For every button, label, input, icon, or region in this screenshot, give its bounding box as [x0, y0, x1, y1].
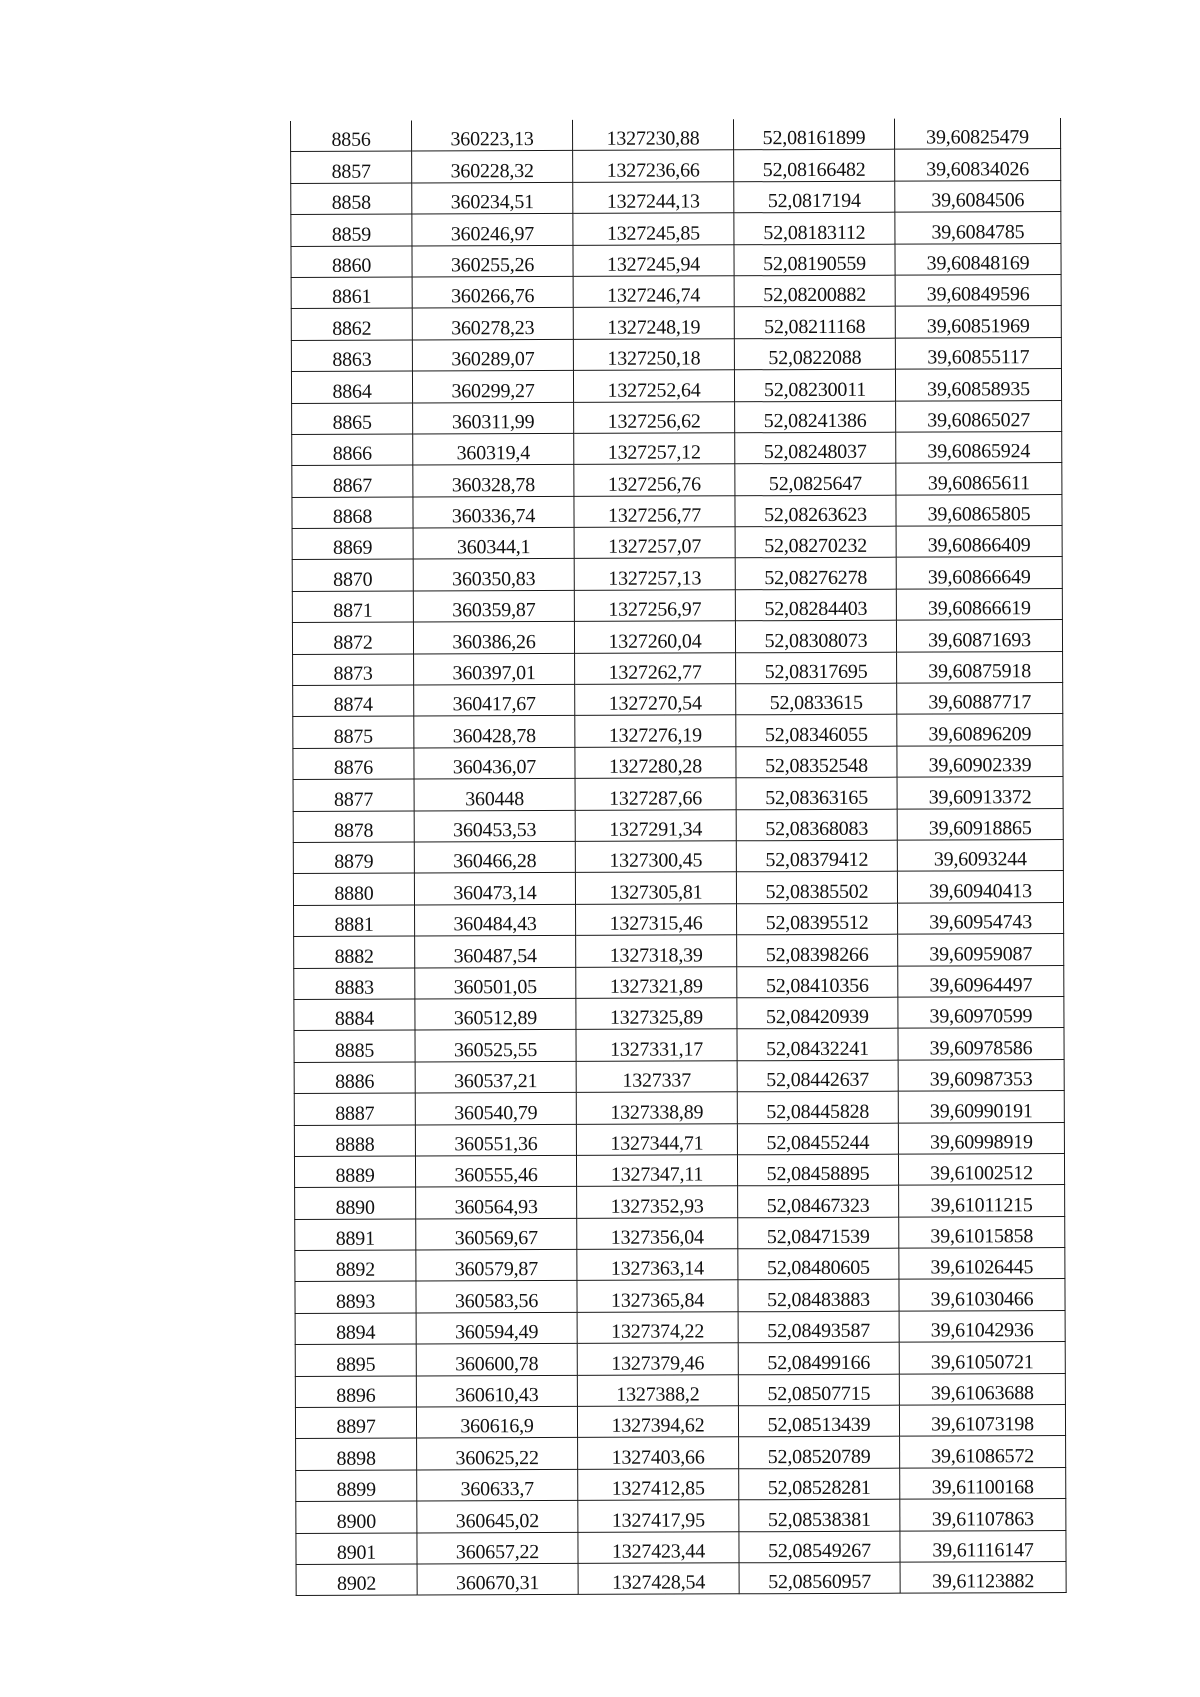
table-row	[295, 1216, 1065, 1250]
y-coordinate-cell: 1327325,89	[576, 998, 737, 1030]
longitude-cell: 39,60865027	[896, 400, 1062, 432]
x-coordinate-cell: 360579,87	[416, 1249, 577, 1281]
longitude-cell: 39,61086572	[900, 1436, 1066, 1468]
y-coordinate-cell: 1327250,18	[573, 339, 734, 371]
point-number-cell: 8894	[295, 1313, 416, 1345]
x-coordinate-cell: 360555,46	[415, 1155, 576, 1187]
table-row	[292, 588, 1062, 622]
point-number-cell: 8867	[292, 465, 413, 497]
y-coordinate-cell: 1327394,62	[577, 1406, 738, 1438]
point-number-cell: 8856	[291, 121, 412, 152]
longitude-cell: 39,60866619	[896, 588, 1062, 620]
point-number-cell: 8900	[296, 1501, 417, 1533]
x-coordinate-cell: 360234,51	[412, 182, 573, 214]
latitude-cell: 52,0822088	[734, 338, 895, 370]
y-coordinate-cell: 1327260,04	[574, 621, 735, 653]
point-number-cell: 8883	[294, 968, 415, 1000]
latitude-cell: 52,08183112	[734, 212, 895, 244]
latitude-cell: 52,08480605	[738, 1248, 899, 1280]
x-coordinate-cell: 360436,07	[414, 747, 575, 779]
x-coordinate-cell: 360299,27	[412, 371, 573, 403]
table-row	[291, 369, 1061, 403]
point-number-cell: 8899	[296, 1470, 417, 1502]
x-coordinate-cell: 360328,78	[413, 465, 574, 497]
point-number-cell: 8895	[295, 1344, 416, 1376]
latitude-cell: 52,08398266	[737, 934, 898, 966]
x-coordinate-cell: 360397,01	[414, 653, 575, 685]
point-number-cell: 8866	[292, 434, 413, 466]
longitude-cell: 39,61002512	[898, 1153, 1064, 1185]
x-coordinate-cell: 360569,67	[416, 1218, 577, 1250]
longitude-cell: 39,61063688	[899, 1373, 1065, 1405]
x-coordinate-cell: 360473,14	[414, 873, 575, 905]
longitude-cell: 39,60865611	[896, 463, 1062, 495]
point-number-cell: 8901	[296, 1533, 417, 1565]
y-coordinate-cell: 1327352,93	[577, 1186, 738, 1218]
point-number-cell: 8872	[292, 622, 413, 654]
point-number-cell: 8886	[294, 1062, 415, 1094]
longitude-cell: 39,60849596	[895, 274, 1061, 306]
longitude-cell: 39,60875918	[897, 651, 1063, 683]
y-coordinate-cell: 1327356,04	[577, 1217, 738, 1249]
longitude-cell: 39,61073198	[899, 1405, 1065, 1437]
y-coordinate-cell: 1327256,97	[574, 590, 735, 622]
point-number-cell: 8873	[293, 654, 414, 686]
point-number-cell: 8882	[294, 936, 415, 968]
y-coordinate-cell: 1327337	[576, 1061, 737, 1093]
table-row	[291, 118, 1061, 152]
longitude-cell: 39,60970599	[898, 996, 1064, 1028]
latitude-cell: 52,08161899	[733, 119, 894, 151]
x-coordinate-cell: 360350,83	[413, 559, 574, 591]
longitude-cell: 39,60866649	[896, 557, 1062, 589]
latitude-cell: 52,08483883	[738, 1280, 899, 1312]
coordinates-table	[290, 118, 1067, 1596]
y-coordinate-cell: 1327262,77	[575, 652, 736, 684]
y-coordinate-cell: 1327252,64	[573, 370, 734, 402]
point-number-cell: 8888	[294, 1125, 415, 1157]
y-coordinate-cell: 1327245,85	[573, 213, 734, 245]
latitude-cell: 52,08352548	[736, 746, 897, 778]
latitude-cell: 52,08395512	[737, 903, 898, 935]
longitude-cell: 39,60887717	[897, 683, 1063, 715]
latitude-cell: 52,08520789	[739, 1437, 900, 1469]
x-coordinate-cell: 360336,74	[413, 496, 574, 528]
table-row	[292, 494, 1062, 528]
table-row	[292, 463, 1062, 497]
latitude-cell: 52,08513439	[738, 1405, 899, 1437]
table-row	[293, 777, 1063, 811]
longitude-cell: 39,60871693	[896, 620, 1062, 652]
x-coordinate-cell: 360525,55	[415, 1030, 576, 1062]
y-coordinate-cell: 1327245,94	[573, 244, 734, 276]
point-number-cell: 8890	[295, 1187, 416, 1219]
x-coordinate-cell: 360616,9	[416, 1406, 577, 1438]
point-number-cell: 8868	[292, 497, 413, 529]
longitude-cell: 39,61030466	[899, 1279, 1065, 1311]
latitude-cell: 52,08346055	[736, 715, 897, 747]
point-number-cell: 8898	[296, 1438, 417, 1470]
x-coordinate-cell: 360540,79	[415, 1093, 576, 1125]
longitude-cell: 39,60987353	[898, 1059, 1064, 1091]
y-coordinate-cell: 1327374,22	[577, 1312, 738, 1344]
y-coordinate-cell: 1327428,54	[578, 1563, 739, 1595]
point-number-cell: 8869	[292, 528, 413, 560]
longitude-cell: 39,6084506	[895, 180, 1061, 212]
point-number-cell: 8880	[293, 873, 414, 905]
y-coordinate-cell: 1327365,84	[577, 1280, 738, 1312]
x-coordinate-cell: 360657,22	[417, 1532, 578, 1564]
x-coordinate-cell: 360266,76	[412, 276, 573, 308]
table-row	[293, 840, 1063, 874]
table-row	[296, 1530, 1066, 1564]
y-coordinate-cell: 1327305,81	[575, 872, 736, 904]
latitude-cell: 52,08560957	[739, 1562, 900, 1594]
x-coordinate-cell: 360645,02	[417, 1501, 578, 1533]
longitude-cell: 39,61042936	[899, 1310, 1065, 1342]
table-row	[295, 1279, 1065, 1313]
longitude-cell: 39,60851969	[895, 306, 1061, 338]
point-number-cell: 8860	[291, 246, 412, 278]
y-coordinate-cell: 1327338,89	[576, 1092, 737, 1124]
y-coordinate-cell: 1327257,13	[574, 558, 735, 590]
table-row	[296, 1436, 1066, 1470]
table-row	[292, 526, 1062, 560]
x-coordinate-cell: 360289,07	[412, 339, 573, 371]
x-coordinate-cell: 360344,1	[413, 527, 574, 559]
point-number-cell: 8874	[293, 685, 414, 717]
point-number-cell: 8863	[291, 340, 412, 372]
latitude-cell: 52,08211168	[734, 307, 895, 339]
table-row	[294, 1028, 1064, 1062]
longitude-cell: 39,61107863	[900, 1499, 1066, 1531]
table-row	[294, 1122, 1064, 1156]
x-coordinate-cell: 360487,54	[415, 936, 576, 968]
latitude-cell: 52,08549267	[739, 1531, 900, 1563]
latitude-cell: 52,08471539	[738, 1217, 899, 1249]
longitude-cell: 39,60834026	[895, 149, 1061, 181]
point-number-cell: 8884	[294, 999, 415, 1031]
latitude-cell: 52,08467323	[738, 1185, 899, 1217]
latitude-cell: 52,08248037	[735, 432, 896, 464]
table-row	[293, 808, 1063, 842]
table-row	[292, 400, 1062, 434]
point-number-cell: 8881	[294, 905, 415, 937]
point-number-cell: 8889	[294, 1156, 415, 1188]
table-row	[295, 1248, 1065, 1282]
coordinates-table-body	[291, 118, 1067, 1596]
table-row	[292, 557, 1062, 591]
latitude-cell: 52,0817194	[734, 181, 895, 213]
y-coordinate-cell: 1327256,62	[574, 401, 735, 433]
point-number-cell: 8878	[293, 811, 414, 843]
y-coordinate-cell: 1327417,95	[578, 1500, 739, 1532]
y-coordinate-cell: 1327291,34	[575, 809, 736, 841]
longitude-cell: 39,60998919	[898, 1122, 1064, 1154]
table-row	[295, 1185, 1065, 1219]
table-row	[294, 902, 1064, 936]
table-row	[296, 1499, 1066, 1533]
x-coordinate-cell: 360428,78	[414, 716, 575, 748]
longitude-cell: 39,60825479	[894, 118, 1060, 150]
longitude-cell: 39,61011215	[899, 1185, 1065, 1217]
table-row	[291, 243, 1061, 277]
y-coordinate-cell: 1327246,74	[573, 276, 734, 308]
y-coordinate-cell: 1327230,88	[572, 119, 733, 151]
latitude-cell: 52,08442637	[737, 1060, 898, 1092]
y-coordinate-cell: 1327256,76	[574, 464, 735, 496]
latitude-cell: 52,08445828	[737, 1091, 898, 1123]
y-coordinate-cell: 1327280,28	[575, 747, 736, 779]
x-coordinate-cell: 360600,78	[416, 1344, 577, 1376]
table-row	[293, 745, 1063, 779]
table-row	[291, 212, 1061, 246]
latitude-cell: 52,08270232	[735, 526, 896, 558]
x-coordinate-cell: 360484,43	[415, 904, 576, 936]
x-coordinate-cell: 360453,53	[414, 810, 575, 842]
table-row	[292, 620, 1062, 654]
latitude-cell: 52,08455244	[737, 1123, 898, 1155]
longitude-cell: 39,60848169	[895, 243, 1061, 275]
longitude-cell: 39,61123882	[900, 1561, 1066, 1593]
y-coordinate-cell: 1327248,19	[573, 307, 734, 339]
x-coordinate-cell: 360594,49	[416, 1312, 577, 1344]
latitude-cell: 52,08276278	[735, 558, 896, 590]
point-number-cell: 8877	[293, 779, 414, 811]
latitude-cell: 52,08308073	[735, 620, 896, 652]
y-coordinate-cell: 1327270,54	[575, 684, 736, 716]
y-coordinate-cell: 1327363,14	[577, 1249, 738, 1281]
point-number-cell: 8893	[295, 1281, 416, 1313]
x-coordinate-cell: 360228,32	[412, 151, 573, 183]
point-number-cell: 8891	[295, 1219, 416, 1251]
longitude-cell: 39,60964497	[898, 965, 1064, 997]
latitude-cell: 52,08190559	[734, 244, 895, 276]
table-row	[295, 1342, 1065, 1376]
y-coordinate-cell: 1327318,39	[576, 935, 737, 967]
y-coordinate-cell: 1327287,66	[575, 778, 736, 810]
latitude-cell: 52,08368083	[736, 809, 897, 841]
x-coordinate-cell: 360319,4	[413, 433, 574, 465]
x-coordinate-cell: 360466,28	[414, 841, 575, 873]
longitude-cell: 39,60858935	[895, 369, 1061, 401]
table-row	[291, 306, 1061, 340]
longitude-cell: 39,61026445	[899, 1248, 1065, 1280]
point-number-cell: 8887	[294, 1093, 415, 1125]
point-number-cell: 8885	[294, 1030, 415, 1062]
x-coordinate-cell: 360670,31	[417, 1563, 578, 1595]
longitude-cell: 39,60896209	[897, 714, 1063, 746]
y-coordinate-cell: 1327257,12	[574, 433, 735, 465]
table-row	[293, 651, 1063, 685]
latitude-cell: 52,08458895	[737, 1154, 898, 1186]
longitude-cell: 39,61050721	[899, 1342, 1065, 1374]
x-coordinate-cell: 360551,36	[415, 1124, 576, 1156]
longitude-cell: 39,60918865	[897, 808, 1063, 840]
point-number-cell: 8861	[291, 277, 412, 309]
latitude-cell: 52,08410356	[737, 966, 898, 998]
y-coordinate-cell: 1327412,85	[578, 1469, 739, 1501]
y-coordinate-cell: 1327347,11	[576, 1155, 737, 1187]
point-number-cell: 8879	[293, 842, 414, 874]
table-row	[295, 1310, 1065, 1344]
longitude-cell: 39,61015858	[899, 1216, 1065, 1248]
y-coordinate-cell: 1327300,45	[575, 841, 736, 873]
point-number-cell: 8859	[291, 214, 412, 246]
point-number-cell: 8876	[293, 748, 414, 780]
y-coordinate-cell: 1327256,77	[574, 495, 735, 527]
y-coordinate-cell: 1327244,13	[573, 182, 734, 214]
table-row	[294, 1059, 1064, 1093]
latitude-cell: 52,08385502	[736, 872, 897, 904]
latitude-cell: 52,08284403	[735, 589, 896, 621]
longitude-cell: 39,60865805	[896, 494, 1062, 526]
latitude-cell: 52,08528281	[739, 1468, 900, 1500]
point-number-cell: 8862	[291, 308, 412, 340]
x-coordinate-cell: 360564,93	[416, 1187, 577, 1219]
latitude-cell: 52,08499166	[738, 1342, 899, 1374]
latitude-cell: 52,08420939	[737, 997, 898, 1029]
longitude-cell: 39,60866409	[896, 526, 1062, 558]
x-coordinate-cell: 360311,99	[413, 402, 574, 434]
table-row	[295, 1405, 1065, 1439]
longitude-cell: 39,61116147	[900, 1530, 1066, 1562]
latitude-cell: 52,08200882	[734, 275, 895, 307]
longitude-cell: 39,61100168	[900, 1467, 1066, 1499]
table-row	[293, 714, 1063, 748]
latitude-cell: 52,08507715	[738, 1374, 899, 1406]
table-row	[296, 1467, 1066, 1501]
latitude-cell: 52,08317695	[736, 652, 897, 684]
table-row	[294, 965, 1064, 999]
point-number-cell: 8858	[291, 183, 412, 215]
x-coordinate-cell: 360223,13	[411, 120, 572, 152]
table-row	[295, 1373, 1065, 1407]
point-number-cell: 8864	[291, 371, 412, 403]
x-coordinate-cell: 360610,43	[416, 1375, 577, 1407]
latitude-cell: 52,08363165	[736, 777, 897, 809]
table-row	[294, 934, 1064, 968]
x-coordinate-cell: 360512,89	[415, 998, 576, 1030]
latitude-cell: 52,08432241	[737, 1029, 898, 1061]
table-row	[294, 996, 1064, 1030]
x-coordinate-cell: 360501,05	[415, 967, 576, 999]
table-row	[293, 683, 1063, 717]
longitude-cell: 39,60902339	[897, 745, 1063, 777]
y-coordinate-cell: 1327423,44	[578, 1531, 739, 1563]
y-coordinate-cell: 1327331,17	[576, 1029, 737, 1061]
longitude-cell: 39,6093244	[897, 840, 1063, 872]
x-coordinate-cell: 360633,7	[417, 1469, 578, 1501]
y-coordinate-cell: 1327344,71	[576, 1123, 737, 1155]
table-row	[291, 274, 1061, 308]
latitude-cell: 52,08538381	[739, 1499, 900, 1531]
longitude-cell: 39,60855117	[895, 337, 1061, 369]
y-coordinate-cell: 1327321,89	[576, 966, 737, 998]
table-row	[291, 337, 1061, 371]
table-row	[294, 1153, 1064, 1187]
latitude-cell: 52,0825647	[735, 463, 896, 495]
longitude-cell: 39,6084785	[895, 212, 1061, 244]
point-number-cell: 8875	[293, 716, 414, 748]
point-number-cell: 8896	[295, 1376, 416, 1408]
y-coordinate-cell: 1327257,07	[574, 527, 735, 559]
latitude-cell: 52,08230011	[734, 369, 895, 401]
longitude-cell: 39,60913372	[897, 777, 1063, 809]
table-row	[291, 180, 1061, 214]
y-coordinate-cell: 1327379,46	[577, 1343, 738, 1375]
x-coordinate-cell: 360583,56	[416, 1281, 577, 1313]
x-coordinate-cell: 360417,67	[414, 684, 575, 716]
longitude-cell: 39,60990191	[898, 1091, 1064, 1123]
x-coordinate-cell: 360448	[414, 779, 575, 811]
point-number-cell: 8892	[295, 1250, 416, 1282]
x-coordinate-cell: 360278,23	[412, 308, 573, 340]
y-coordinate-cell: 1327276,19	[575, 715, 736, 747]
latitude-cell: 52,08263623	[735, 495, 896, 527]
latitude-cell: 52,08166482	[734, 150, 895, 182]
x-coordinate-cell: 360255,26	[412, 245, 573, 277]
x-coordinate-cell: 360246,97	[412, 214, 573, 246]
longitude-cell: 39,60959087	[898, 934, 1064, 966]
table-row	[296, 1561, 1066, 1595]
point-number-cell: 8871	[292, 591, 413, 623]
latitude-cell: 52,08241386	[735, 401, 896, 433]
table-row	[293, 871, 1063, 905]
longitude-cell: 39,60954743	[898, 902, 1064, 934]
point-number-cell: 8857	[291, 151, 412, 183]
point-number-cell: 8897	[295, 1407, 416, 1439]
y-coordinate-cell: 1327315,46	[576, 904, 737, 936]
x-coordinate-cell: 360537,21	[415, 1061, 576, 1093]
y-coordinate-cell: 1327236,66	[573, 150, 734, 182]
x-coordinate-cell: 360386,26	[413, 622, 574, 654]
latitude-cell: 52,08379412	[736, 840, 897, 872]
x-coordinate-cell: 360625,22	[417, 1438, 578, 1470]
point-number-cell: 8870	[292, 559, 413, 591]
table-row	[292, 431, 1062, 465]
point-number-cell: 8902	[296, 1564, 417, 1596]
longitude-cell: 39,60978586	[898, 1028, 1064, 1060]
table-row	[291, 149, 1061, 183]
y-coordinate-cell: 1327388,2	[577, 1374, 738, 1406]
y-coordinate-cell: 1327403,66	[578, 1437, 739, 1469]
longitude-cell: 39,60940413	[897, 871, 1063, 903]
latitude-cell: 52,0833615	[736, 683, 897, 715]
table-row	[294, 1091, 1064, 1125]
longitude-cell: 39,60865924	[896, 431, 1062, 463]
latitude-cell: 52,08493587	[738, 1311, 899, 1343]
point-number-cell: 8865	[292, 403, 413, 435]
x-coordinate-cell: 360359,87	[413, 590, 574, 622]
